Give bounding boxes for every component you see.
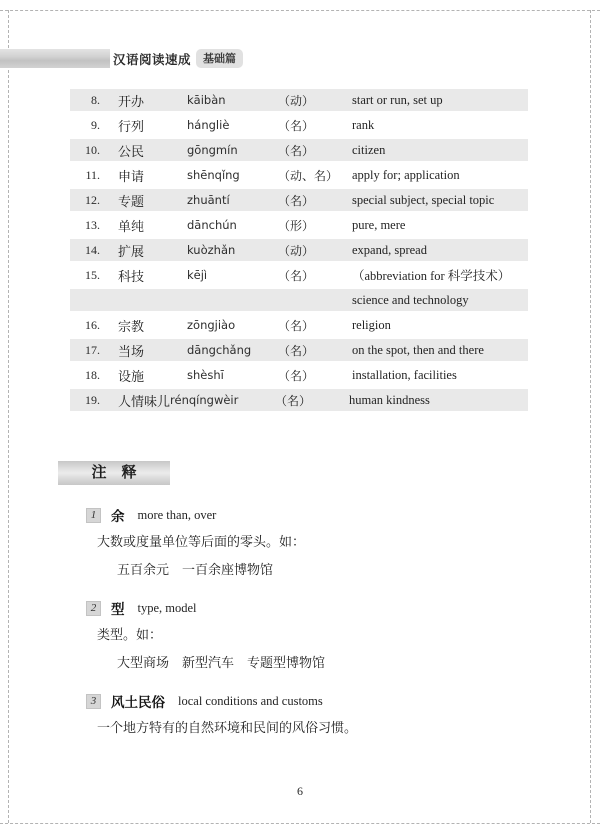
- vocab-pinyin: zōngjiào: [187, 318, 236, 332]
- vocab-word: 宗教: [118, 318, 145, 334]
- vocab-pinyin: kuòzhǎn: [187, 243, 236, 257]
- vocab-pinyin: hángliè: [187, 118, 230, 132]
- vocab-english: on the spot, then and there: [352, 342, 484, 357]
- vocab-word: 专题: [118, 193, 145, 209]
- vocab-pinyin: shēnqǐng: [187, 168, 240, 182]
- vocab-english: installation, facilities: [352, 367, 457, 382]
- vocab-row: [70, 239, 528, 261]
- vocab-num: 9.: [91, 117, 100, 132]
- note-gloss: type, model: [137, 600, 197, 615]
- note-number: 1: [86, 508, 101, 523]
- vocab-pos: （动）: [278, 243, 315, 258]
- vocab-pos: （名）: [278, 318, 315, 333]
- vocab-english: special subject, special topic: [352, 192, 495, 207]
- vocab-pos: （动、名）: [278, 168, 339, 183]
- header-accent-bar: [0, 49, 110, 68]
- vocab-pinyin: kāibàn: [187, 93, 226, 107]
- vocab-row: [70, 389, 528, 411]
- section-badge: 基础篇: [196, 49, 243, 68]
- vocab-row: [70, 139, 528, 161]
- vocab-pinyin: dānchún: [187, 218, 237, 232]
- vocab-num: 13.: [85, 217, 100, 232]
- vocab-word: 扩展: [118, 243, 145, 259]
- vocab-num: 17.: [85, 342, 100, 357]
- vocab-row: [70, 214, 528, 236]
- note-term: 型: [111, 602, 125, 617]
- book-title: 汉语阅读速成: [113, 52, 192, 67]
- vocab-pinyin: zhuāntí: [187, 193, 230, 207]
- note-explanation: 类型。如：: [97, 627, 163, 642]
- vocab-pos: （形）: [278, 218, 315, 233]
- vocab-row: [70, 114, 528, 136]
- note-term: 风土民俗: [111, 695, 165, 710]
- vocab-pos: （名）: [275, 393, 312, 408]
- note-head: [86, 507, 600, 523]
- page-border-top: [0, 10, 600, 11]
- vocab-word: 行列: [118, 118, 145, 134]
- vocab-english: human kindness: [349, 392, 430, 407]
- vocab-pos: （动）: [278, 93, 315, 108]
- note-example: 五百余元 一百余座博物馆: [117, 562, 274, 577]
- vocab-num: 16.: [85, 317, 100, 332]
- running-header: [113, 49, 243, 68]
- vocab-row: [70, 264, 528, 286]
- note-example: 大型商场 新型汽车 专题型博物馆: [117, 655, 326, 670]
- vocab-pos: （名）: [278, 193, 315, 208]
- vocab-word: 设施: [118, 368, 145, 384]
- vocab-word: 开办: [118, 93, 145, 109]
- vocab-word: 科技: [118, 268, 145, 284]
- note-gloss: more than, over: [137, 507, 217, 522]
- note-item: [86, 507, 600, 578]
- notes-section: [0, 461, 600, 736]
- vocab-pos: （名）: [278, 343, 315, 358]
- vocab-english: expand, spread: [352, 242, 427, 257]
- vocab-english: pure, mere: [352, 217, 406, 232]
- vocab-english: religion: [352, 317, 391, 332]
- page-border-bottom: [0, 823, 600, 824]
- vocab-row: [70, 364, 528, 386]
- vocab-word: 单纯: [118, 218, 145, 234]
- vocab-num: 15.: [85, 267, 100, 282]
- vocab-pos: （名）: [278, 143, 315, 158]
- vocab-english: （abbreviation for 科学技术）: [352, 269, 511, 283]
- vocab-pinyin: kējì: [187, 268, 208, 282]
- vocab-num: 18.: [85, 367, 100, 382]
- note-head: [86, 600, 600, 616]
- vocab-row: [70, 89, 528, 111]
- vocab-word: 当场: [118, 343, 145, 359]
- vocab-english: apply for; application: [352, 167, 460, 182]
- vocab-num: 11.: [85, 167, 100, 182]
- vocab-row: [70, 289, 528, 311]
- note-term: 余: [111, 509, 125, 524]
- vocab-row: [70, 314, 528, 336]
- note-gloss: local conditions and customs: [178, 693, 323, 708]
- vocab-pinyin: dāngchǎng: [187, 343, 252, 357]
- note-item: [86, 600, 600, 671]
- vocab-word: 人情味儿: [118, 393, 171, 409]
- vocab-row: [70, 339, 528, 361]
- note-number: 3: [86, 694, 101, 709]
- vocab-row: [70, 164, 528, 186]
- vocab-num: 19.: [85, 392, 100, 407]
- vocab-pos: （名）: [278, 268, 315, 283]
- vocab-word: 申请: [118, 168, 145, 184]
- vocab-pinyin: shèshī: [187, 368, 224, 382]
- vocab-pinyin: gōngmín: [187, 143, 238, 157]
- note-explanation: 一个地方特有的自然环境和民间的风俗习惯。: [97, 720, 358, 735]
- note-explanation: 大数或度量单位等后面的零头。如：: [97, 534, 306, 549]
- vocab-table: [70, 89, 528, 414]
- notes-heading: 注 释: [58, 461, 170, 485]
- vocab-row: [70, 189, 528, 211]
- vocab-english: start or run, set up: [352, 92, 443, 107]
- vocab-num: 8.: [91, 92, 100, 107]
- page-number: 6: [297, 784, 303, 798]
- vocab-pos: （名）: [278, 368, 315, 383]
- vocab-english: science and technology: [352, 292, 469, 307]
- vocab-word: 公民: [118, 143, 145, 159]
- note-number: 2: [86, 601, 101, 616]
- vocab-num: 14.: [85, 242, 100, 257]
- vocab-english: citizen: [352, 142, 386, 157]
- vocab-num: 10.: [85, 142, 100, 157]
- vocab-pinyin: rénqíngwèir: [170, 393, 239, 407]
- note-head: [86, 693, 600, 709]
- vocab-pos: （名）: [278, 118, 315, 133]
- note-item: [86, 693, 600, 736]
- vocab-english: rank: [352, 117, 375, 132]
- vocab-num: 12.: [85, 192, 100, 207]
